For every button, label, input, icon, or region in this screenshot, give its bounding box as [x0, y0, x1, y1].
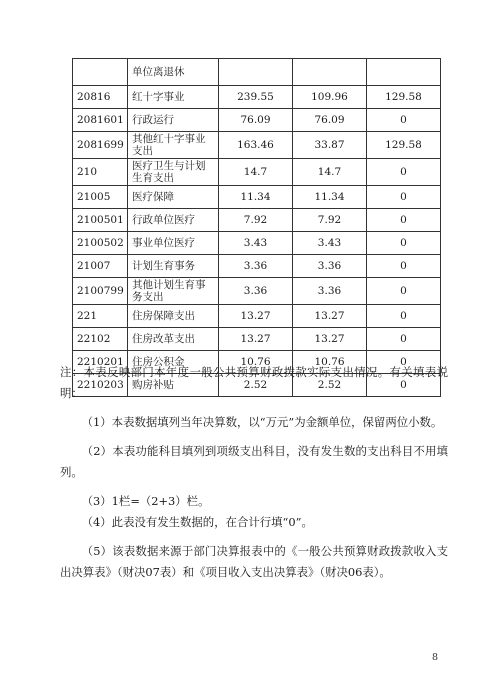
- notes-intro: 注：本表反映部门本年度一般公共预算财政拨款实际支出情况。有关填表说明：: [60, 365, 448, 400]
- basic-expenditure-cell: 3.36: [293, 278, 367, 305]
- basic-expenditure-cell: 3.43: [293, 232, 367, 255]
- table-row: [73, 232, 441, 255]
- subject-code-cell: 210: [73, 159, 128, 186]
- table-row: [73, 209, 441, 232]
- project-expenditure-cell: 129.58: [367, 86, 441, 109]
- project-expenditure-cell: 129.58: [367, 132, 441, 159]
- project-expenditure-cell: 0: [367, 374, 441, 397]
- subject-code-cell: 2081699: [73, 132, 128, 159]
- note-item-3: （3）1栏=（2+3）栏。: [81, 494, 210, 508]
- project-expenditure-cell: 0: [367, 278, 441, 305]
- note-item-1: （1）本表数据填列当年决算数，以“万元”为金额单位，保留两位小数。: [81, 415, 443, 429]
- subject-name-cell: 医疗卫生与计划生育支出: [128, 159, 219, 186]
- project-expenditure-cell: 0: [367, 159, 441, 186]
- subject-code-cell: 2100799: [73, 278, 128, 305]
- subject-code-cell: 21005: [73, 186, 128, 209]
- basic-expenditure-cell: 2.52: [293, 374, 367, 397]
- expenditure-table: [72, 58, 441, 397]
- project-expenditure-cell: 0: [367, 328, 441, 351]
- table-row: [73, 86, 441, 109]
- basic-expenditure-cell: 76.09: [293, 109, 367, 132]
- total-amount-cell: [219, 59, 293, 86]
- subject-name-cell: 红十字事业: [128, 86, 219, 109]
- project-expenditure-cell: 0: [367, 209, 441, 232]
- subject-name-cell: 单位离退休: [128, 59, 219, 86]
- project-expenditure-cell: 0: [367, 255, 441, 278]
- project-expenditure-cell: [367, 59, 441, 86]
- note-item-2: （2）本表功能科目填列到项级支出科目，没有发生数的支出科目不用填列。: [60, 444, 448, 479]
- subject-name-cell: 住房改革支出: [128, 328, 219, 351]
- basic-expenditure-cell: 33.87: [293, 132, 367, 159]
- subject-name-cell: 行政单位医疗: [128, 209, 219, 232]
- table-row: [73, 186, 441, 209]
- table-row: [73, 159, 441, 186]
- total-amount-cell: 13.27: [219, 305, 293, 328]
- total-amount-cell: 239.55: [219, 86, 293, 109]
- subject-code-cell: 21007: [73, 255, 128, 278]
- project-expenditure-cell: 0: [367, 305, 441, 328]
- basic-expenditure-cell: 3.36: [293, 255, 367, 278]
- basic-expenditure-cell: 10.76: [293, 351, 367, 374]
- table-row: [73, 305, 441, 328]
- note-item-5: （5）该表数据来源于部门决算报表中的《一般公共预算财政拨款收入支出决算表》（财决07表）和《项目收入支出决算表》（财决06表）。: [60, 544, 448, 579]
- subject-code-cell: [73, 59, 128, 86]
- subject-code-cell: 2100501: [73, 209, 128, 232]
- subject-name-cell: 行政运行: [128, 109, 219, 132]
- total-amount-cell: 3.43: [219, 232, 293, 255]
- table-row: [73, 278, 441, 305]
- table-row: [73, 59, 441, 86]
- basic-expenditure-cell: 11.34: [293, 186, 367, 209]
- basic-expenditure-cell: 14.7: [293, 159, 367, 186]
- subject-name-cell: 住房公积金: [128, 351, 219, 374]
- total-amount-cell: 13.27: [219, 328, 293, 351]
- subject-code-cell: 20816: [73, 86, 128, 109]
- basic-expenditure-cell: 109.96: [293, 86, 367, 109]
- subject-name-cell: 其他红十字事业支出: [128, 132, 219, 159]
- page-number: 8: [432, 652, 439, 663]
- total-amount-cell: 3.36: [219, 278, 293, 305]
- subject-code-cell: 2081601: [73, 109, 128, 132]
- subject-name-cell: 医疗保障: [128, 186, 219, 209]
- subject-name-cell: 事业单位医疗: [128, 232, 219, 255]
- project-expenditure-cell: 0: [367, 109, 441, 132]
- total-amount-cell: 76.09: [219, 109, 293, 132]
- project-expenditure-cell: 0: [367, 232, 441, 255]
- subject-code-cell: 2210203: [73, 374, 128, 397]
- total-amount-cell: 11.34: [219, 186, 293, 209]
- subject-code-cell: 2100502: [73, 232, 128, 255]
- basic-expenditure-cell: 13.27: [293, 305, 367, 328]
- table-row: [73, 109, 441, 132]
- subject-code-cell: 221: [73, 305, 128, 328]
- project-expenditure-cell: 0: [367, 186, 441, 209]
- subject-code-cell: 2210201: [73, 351, 128, 374]
- notes-section: [60, 362, 448, 583]
- table-row: [73, 132, 441, 159]
- total-amount-cell: 3.36: [219, 255, 293, 278]
- total-amount-cell: 7.92: [219, 209, 293, 232]
- subject-name-cell: 计划生育事务: [128, 255, 219, 278]
- subject-name-cell: 其他计划生育事务支出: [128, 278, 219, 305]
- note-item-4: （4）此表没有发生数据的，在合计行填“0”。: [81, 515, 313, 529]
- subject-code-cell: 22102: [73, 328, 128, 351]
- total-amount-cell: 10.76: [219, 351, 293, 374]
- project-expenditure-cell: 0: [367, 351, 441, 374]
- total-amount-cell: 2.52: [219, 374, 293, 397]
- subject-name-cell: 购房补贴: [128, 374, 219, 397]
- subject-name-cell: 住房保障支出: [128, 305, 219, 328]
- table-body: [73, 59, 441, 397]
- total-amount-cell: 14.7: [219, 159, 293, 186]
- basic-expenditure-cell: 13.27: [293, 328, 367, 351]
- total-amount-cell: 163.46: [219, 132, 293, 159]
- basic-expenditure-cell: [293, 59, 367, 86]
- table-row: [73, 255, 441, 278]
- basic-expenditure-cell: 7.92: [293, 209, 367, 232]
- table-row: [73, 328, 441, 351]
